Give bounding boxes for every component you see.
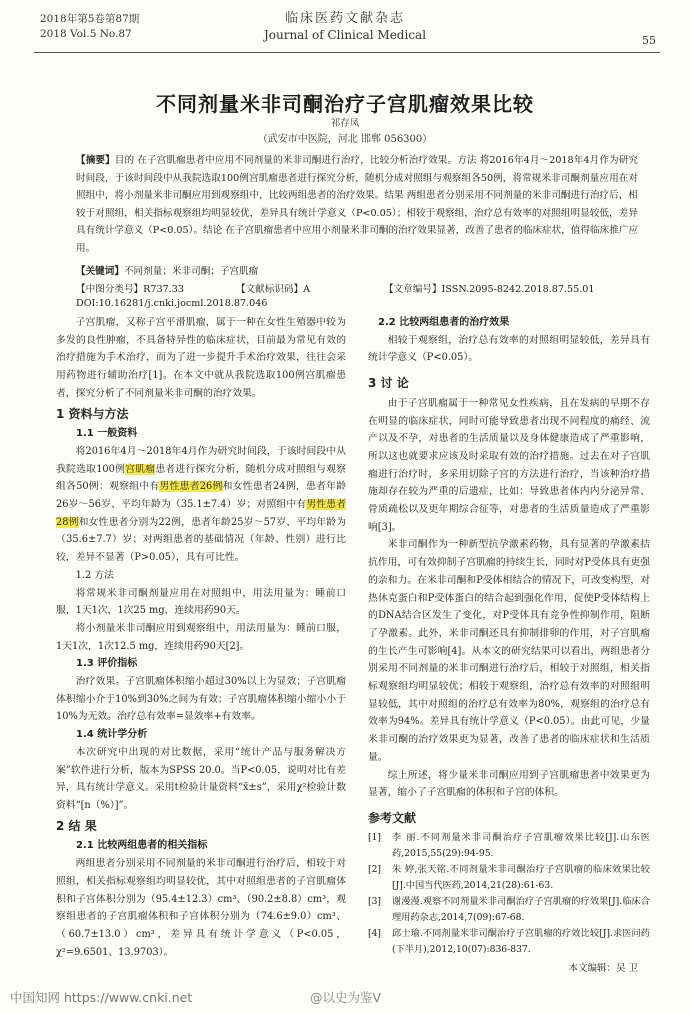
- discussion-paragraph-1: 由于子宫肌瘤属于一种常见女性疾病，且在发病的早期不存在明显的临床症状，同时可能导致患者出现不同程度的痛经、流产以及不孕，对患者的生活质量以及身体健康造成了严重影响，所以这也就要求应该及时采取有效的治疗措施。过去在对子宫肌瘤进行治疗时，多采用切除子宫的方法进行治疗，当该种治疗措施却存在较为严重的后遗症，比如：导致患者体内内分泌异常、骨质疏松以及更年期综合征等，对患者的生活质量造成了严重影响[3]。: [368, 397, 650, 533]
- section-1-heading: 1 资料与方法: [56, 406, 129, 421]
- highlight-text: 男性患者28例: [56, 499, 346, 528]
- author: 祁存凤: [330, 118, 360, 129]
- section-1-4-paragraph: 本次研究中出现的对比数据，采用“统计产品与服务解决方案”软件进行分析，版本为SPSS 20.0。当P<0.05，说明对比有差异，具有统计学意义。采用t检验计量资料“x̄±s”，采用χ²检验计数资料“[n（%）]”。: [56, 746, 346, 811]
- journal-name: [0, 10, 690, 44]
- method-control-paragraph: 将常规米非司酮剂量应用在对照组中，用法用量为：睡前口服，1天1次，1次25 mg，连续用药90天。: [56, 587, 346, 617]
- reference-number: [3]: [368, 895, 382, 907]
- abstract-label: 【摘要】: [76, 155, 115, 166]
- cnki-footer: 中国知网 https://www.cnki.net: [10, 990, 193, 1005]
- section-1-2-heading: 1.2 方法: [75, 569, 114, 581]
- section-1-1-paragraph: [56, 443, 346, 567]
- section-2-heading: 2 结 果: [56, 818, 97, 833]
- text-run: 和女性患者24例，患者年龄26岁～56岁、平均年龄为（35.1±7.4）岁；对照组中有: [56, 481, 346, 511]
- issue-cn: 2018年第5卷第87期: [40, 13, 140, 25]
- highlight-text: 男性患者26例: [159, 481, 223, 493]
- discussion-paragraph-3: 综上所述，将少量米非司酮应用到子宫肌瘤患者中效果更为显著，缩小了子宫肌瘤的体积和子宫的体积。: [368, 769, 650, 799]
- reference-number: [2]: [368, 863, 382, 875]
- reference-item: [368, 830, 650, 862]
- reference-text: 邱士瑜.不同剂量米非司酮治疗子宫肌瘤的疗效比较[J].求医问药(下半月),2012,10(07):836-837.: [392, 927, 650, 955]
- section-2-2-heading: 2.2 比较两组患者的治疗效果: [378, 317, 510, 328]
- discussion-paragraph-2: 米非司酮作为一种新型抗孕激素药物，具有显著的孕激素拮抗作用，可有效抑制子宫肌瘤的持续生长，同时对P受体具有更强的亲和力。在米非司酮和P受体相结合的情况下，可改变构型，对热休克蛋白和P受体蛋白的结合起到强化作用，促使P受体结构上的DNA结合区发生了变化，对P受体具有竞争性抑制作用，阻断了孕激素。此外，米非司酮还具有抑制排卵的作用，对子宫肌瘤的生长产生可影响[4]。从本文的研究结果可以看出，两组患者分别采用不同剂量的米非司酮进行治疗后，相较于对照组，相关指标观察组均明显较优；相较于观察组，治疗总有效率的对照组明显较低，其中对照组的治疗总有效率为80%，观察组的治疗总有效率为94%。差异具有统计学意义（P<0.05）。由此可见，少量米非司酮的治疗效果更为显著，改善了患者的临床症状和生活质量。: [368, 539, 650, 763]
- section-2-1-paragraph: 两组患者分别采用不同剂量的米非司酮进行治疗后，相较于对照组，相关指标观察组均明显较优，其中对照组患者的子宫肌瘤体积和子宫体积分别为（95.4±12.3）cm³、（90.2±8.8）cm³，观察组患者的子宫肌瘤体积和子宫体积分别为（74.6±9.0）cm³、（60.7±13.0）cm³，差异具有统计学意义（P<0.05，χ²=9.6501、13.9703）。: [56, 858, 346, 958]
- section-1-1-heading: 1.1 一般资料: [76, 428, 138, 440]
- section-1-3-paragraph: 治疗效果。子宫肌瘤体积缩小超过30%以上为显效；子宫肌瘤体积缩小介于10%到30%之间为有效；子宫肌瘤体积缩小缩小小于10%为无效。治疗总有效率=显效率+有效率。: [56, 676, 346, 723]
- reference-item: [368, 862, 650, 894]
- reference-text: 谢漫漫.观察不同剂量米非司酮治疗子宫肌瘤的疗效果[J].临床合理用药杂志,2014,7(09):67-68.: [392, 895, 650, 923]
- section-2-1-heading: 2.1 比较两组患者的相关指标: [76, 840, 208, 852]
- highlight-text: 宫肌瘤: [125, 463, 156, 475]
- weibo-watermark: @以史为鉴V: [310, 990, 382, 1005]
- text-run: 和女性患者分别为22例，患者年龄25岁～57岁、平均年龄为（35.6±7.7）岁；对两组患者的基础情况（年龄、性别）进行比较，差异不显著（P>0.05），具有可比性。: [56, 516, 346, 564]
- reference-item: [368, 894, 650, 926]
- clc-number: 【中图分类号】R737.33: [76, 284, 184, 295]
- section-2-2-paragraph: 相较于观察组，治疗总有效率的对照组明显较低，差异具有统计学意义（P<0.05）。: [368, 334, 650, 364]
- left-column: [56, 314, 346, 961]
- reference-item: [368, 926, 650, 958]
- keywords-label: 【关键词】: [76, 266, 124, 277]
- intro-paragraph: 子宫肌瘤，又称子宫平滑肌瘤，属于一种在女性生殖器中较为多发的良性肿瘤，不具备特异性的临床症状，目前最为常见有效的治疗措施为手术治疗，而为了进一步提升手术治疗效果，往往会采用药物进行辅助治疗[1]。在本文中就从我院选取100例宫肌瘤患者，探究分析了不同剂量米非司酮的治疗效果。: [56, 317, 346, 399]
- journal-cn: 临床医药文献杂志: [284, 11, 405, 26]
- reference-text: 朱 婷,张天铭.不同剂量米非司酮治疗子宫肌瘤的临床效果比较[J].中国当代医药,2014,21(28):61-63.: [392, 863, 650, 891]
- keywords-text: 不同剂量；米非司酮；子宫肌瘤: [123, 266, 259, 277]
- abstract: [76, 152, 638, 257]
- page-number: 55: [642, 34, 656, 47]
- references-list: [368, 830, 650, 958]
- article-number: 【文章编号】ISSN.2095-8242.2018.87.55.01: [384, 284, 595, 295]
- right-column: [368, 314, 650, 958]
- journal-en: Journal of Clinical Medical: [263, 28, 427, 42]
- paper-title: 不同剂量米非司酮治疗子宫肌瘤效果比较: [156, 92, 534, 116]
- issue-en: 2018 Vol.5 No.87: [40, 28, 132, 40]
- doi: DOI:10.16281/j.cnki.jocml.2018.87.046: [76, 298, 268, 309]
- editor-note: 本文编辑：吴 卫: [568, 963, 638, 974]
- text-run: 将2016年4月～2018年4月作为研究时间段，于该时间段中从我院选取100例: [56, 445, 346, 475]
- abstract-text: 目的 在子宫肌瘤患者中应用不同剂量的米非司酮进行治疗，比较分析治疗效果。方法 将2016年4月～2018年4月作为研究时间段，于该时间段中从我院选取100例宫肌瘤患者进行探究分析，随机分成对照组与观察组各50例，将常规米非司酮剂量应用在对照组中，将小剂量米非司酮应用到观察组中，比较两组患者的治疗效果。结果 两组患者分别采用不同剂量的米非司酮进行治疗后，相较于对照组，相关指标观察组均明显较优，差异具有统计学意义（P<0.05）；相较于观察组，治疗总有效率的对照组明显较低，差异具有统计学意义（P<0.05）。结论 在子宫肌瘤患者中应用小剂量米非司酮的治疗效果显著，改善了患者的临床症状，值得临床推广应用。: [76, 155, 639, 254]
- method-observe-paragraph: 将小剂量米非司酮应用到观察组中，用法用量为：睡前口服，1天1次，1次12.5 mg，连续用药90天[2]。: [56, 622, 346, 652]
- affiliation: （武安市中医院，河北 邯郸 056300）: [257, 134, 433, 145]
- section-3-heading: 3 讨 论: [368, 376, 409, 391]
- reference-number: [4]: [368, 927, 382, 939]
- section-1-4-heading: 1.4 统计学分析: [76, 729, 148, 741]
- doc-code: 【文献标识码】A: [236, 284, 311, 295]
- text-run: 患者进行探究分析，随机分成对照组与观察组各50例：观察组中有: [56, 463, 347, 493]
- section-1-3-heading: 1.3 评价指标: [76, 658, 138, 670]
- reference-text: 李 丽.不同剂量米非司酮治疗子宫肌瘤效果比较[J].山东医药,2015,55(29):94-95.: [392, 831, 650, 859]
- references-heading: 参考文献: [368, 810, 417, 825]
- header-divider: [34, 52, 660, 53]
- reference-number: [1]: [368, 831, 382, 843]
- keywords: [76, 263, 636, 281]
